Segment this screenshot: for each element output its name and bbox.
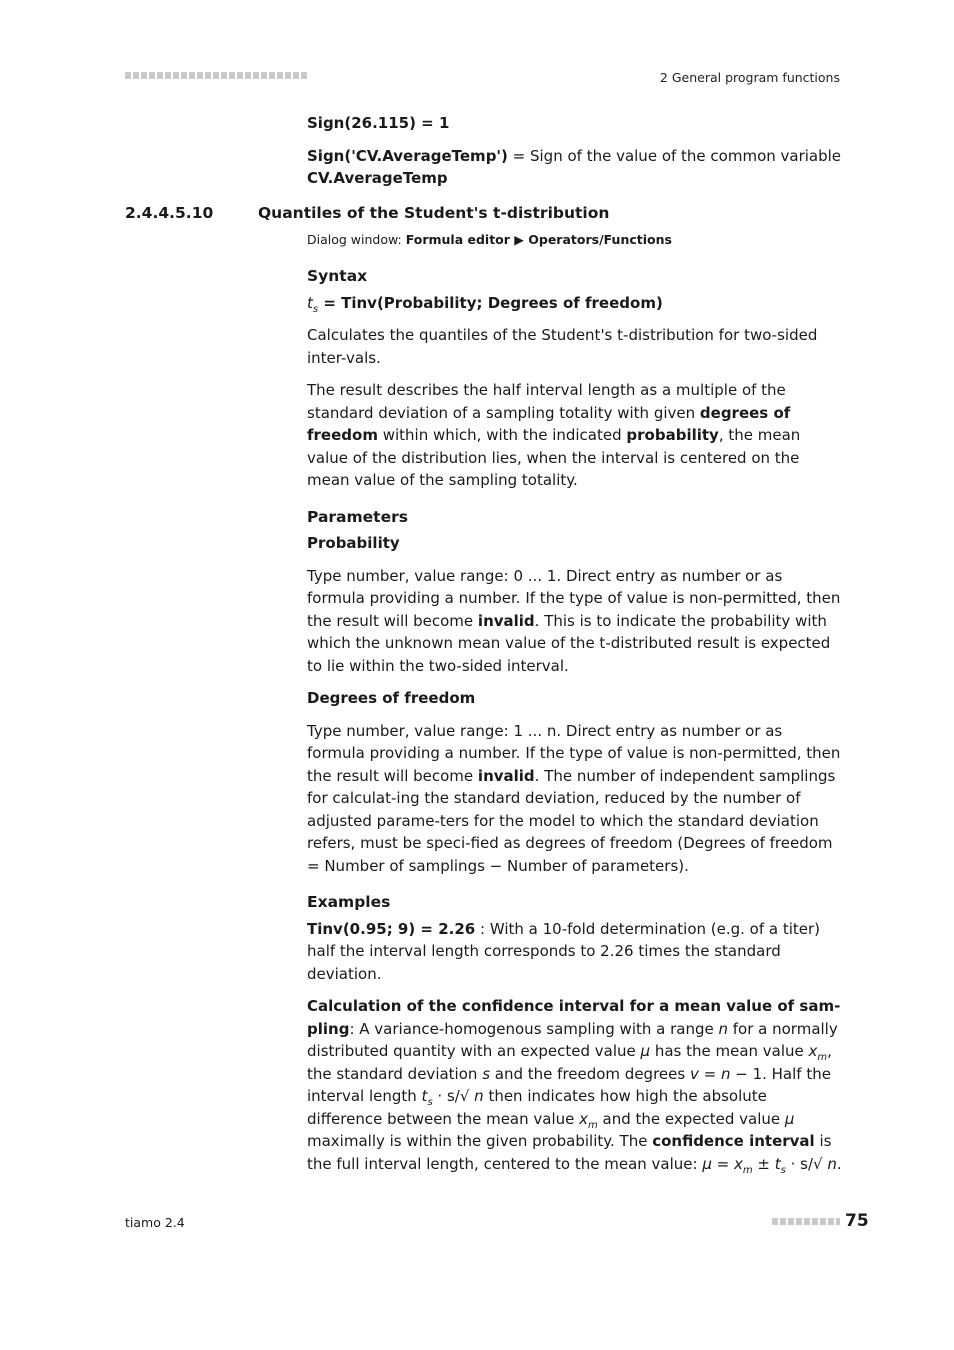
ex2-b: for a normally distributed quantity with an expected value (307, 1019, 838, 1060)
x-symbol: x (579, 1109, 589, 1128)
dialog-label: Dialog window: (307, 232, 406, 247)
dof-heading: Degrees of freedom (307, 689, 476, 707)
dof-a: Type number, value range: 1 ... n. Direct entry as number or as formula providing a number. If the type of value is non-permitted, then the result will become (307, 721, 841, 785)
x-symbol: x (808, 1042, 818, 1060)
ex2-e: and the freedom degrees (490, 1064, 690, 1083)
main-content (307, 265, 842, 1175)
m-subscript: m (817, 1052, 828, 1063)
ex2-g: · s/√ (432, 1087, 475, 1105)
example-1 (307, 918, 842, 986)
desc2-a: The result describes the half interval length as a multiple of the standard deviation of a sampling totality with given (307, 381, 786, 422)
sign-example-1: Sign(26.115) = 1 (307, 114, 450, 132)
ex1-code: Tinv(0.95; 9) = 2.26 (307, 919, 476, 938)
probability-heading: Probability (307, 534, 400, 552)
parameters-heading: Parameters (307, 507, 408, 526)
t-symbol: t (421, 1087, 428, 1105)
sign-example-2-code: Sign('CV.AverageTemp') (307, 146, 508, 165)
s-subscript: s (780, 1164, 786, 1176)
example-2 (307, 995, 842, 1175)
sign-example-2-text: = Sign of the value of the common variable (507, 146, 842, 165)
desc2-e: , the mean value of the distribution lies, when the interval is centered on the mean value of the sampling totality. (307, 426, 801, 489)
n-symbol: n (474, 1087, 484, 1105)
dialog-path (307, 232, 672, 247)
ex2-k: is the full interval length, centered to the mean value: (307, 1132, 832, 1173)
desc2-d: probability (626, 426, 719, 444)
ex2-d: , the standard deviation (307, 1042, 832, 1083)
ex2-c: has the mean value (650, 1042, 809, 1060)
footer-product: tiamo 2.4 (125, 1215, 185, 1230)
dof-c: . The number of independent samplings for calculat-ing the standard deviation, reduced by the number of adjusted parame-ters for the model to which the standard deviation refers, must be speci-fied as degrees of freedom (Degrees of freedom = Number of samplings − Number of parameters). (307, 766, 836, 875)
examples-heading: Examples (307, 893, 391, 911)
mu-equation: μ = x (702, 1154, 743, 1173)
header-decoration (125, 72, 307, 79)
syntax-desc-1: Calculates the quantiles of the Student's t-distribution for two-sided inter-vals. (307, 326, 818, 367)
plus-minus: ± (752, 1154, 775, 1173)
footer-decoration (772, 1218, 840, 1225)
dof-desc (307, 720, 842, 878)
syntax-formula (307, 292, 842, 315)
syntax-heading: Syntax (307, 267, 368, 285)
ex2-end: . (836, 1154, 842, 1173)
section-number: 2.4.4.5.10 (125, 204, 214, 222)
ex2-h: then indicates how high the absolute difference between the mean value (307, 1087, 767, 1128)
s-subscript: s (312, 303, 319, 315)
ex2-ci: confidence interval (652, 1132, 815, 1150)
prob-c: . This is to indicate the probability with which the unknown mean value of the t-distributed result is expected to lie within the two-sided interval. (307, 611, 831, 675)
dof-b: invalid (477, 766, 535, 785)
ex2-l: · s/√ (785, 1154, 828, 1173)
formula-text: = Tinv(Probability; Degrees of freedom) (318, 293, 663, 312)
ex2-f: − 1. Half the interval length (307, 1064, 831, 1105)
v-equation: v = n (689, 1064, 731, 1083)
t-symbol: t (774, 1154, 781, 1173)
ex2-j: maximally is within the given probability. The (307, 1132, 653, 1150)
syntax-desc-2 (307, 379, 842, 492)
page-number: 75 (845, 1211, 869, 1231)
prob-a: Type number, value range: 0 ... 1. Direct entry as number or as formula providing a number. If the type of value is non-permitted, then the result will become (307, 566, 841, 630)
ex2-i: and the expected value (597, 1109, 785, 1128)
ex1-text: : With a 10-fold determination (e.g. of a titer) half the interval length corresponds to 2.26 times the standard deviation. (307, 919, 821, 983)
n-symbol: n (827, 1154, 837, 1173)
s-subscript: s (427, 1097, 433, 1108)
desc2-b: degrees of freedom (307, 403, 791, 444)
m-subscript: m (588, 1119, 598, 1131)
section-title: Quantiles of the Student's t-distribution (258, 204, 610, 222)
t-symbol: t (307, 293, 313, 312)
top-examples (307, 112, 842, 190)
s-symbol: s (482, 1064, 491, 1083)
prob-b: invalid (477, 611, 535, 630)
desc2-c: within which, with the indicated (377, 426, 627, 444)
sign-example-2 (307, 145, 842, 190)
mu-symbol: μ (640, 1042, 651, 1060)
probability-desc (307, 565, 842, 678)
mu-symbol: μ (784, 1109, 795, 1128)
chapter-header: 2 General program functions (659, 70, 840, 85)
ex2-title: Calculation of the confidence interval for a mean value of sam-pling (307, 997, 841, 1038)
dialog-path-value: Formula editor ▶ Operators/Functions (405, 232, 672, 247)
n-symbol: n (718, 1019, 728, 1038)
m-subscript: m (742, 1164, 753, 1176)
sign-example-2-var: CV.AverageTemp (307, 169, 448, 187)
ex2-a: : A variance-homogenous sampling with a range (349, 1019, 719, 1038)
